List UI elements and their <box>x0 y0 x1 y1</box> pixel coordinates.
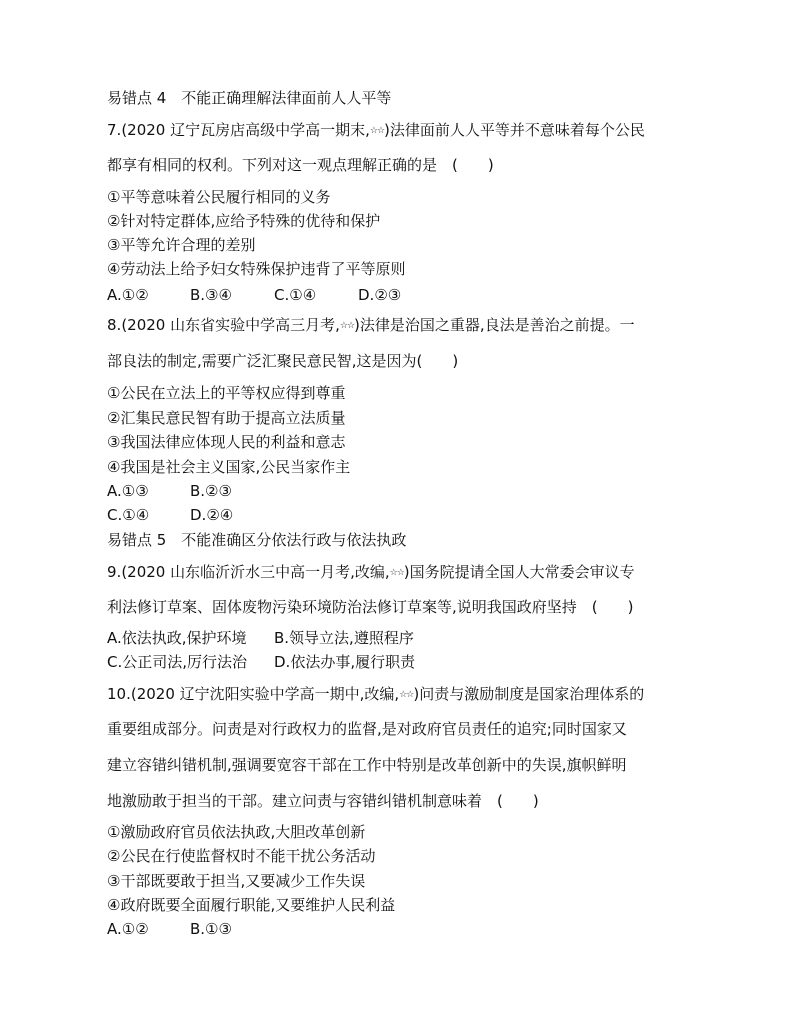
question-10-number: 10. <box>107 685 131 703</box>
question-10-stem-line-3: 建立容错纠错机制,强调要宽容干部在工作中特别是改革创新中的失误,旗帜鲜明 <box>107 756 627 774</box>
question-10-stem-line-2: 重要组成部分。问责是对行政权力的监督,是对政府官员责任的追究;同时国家又 <box>107 720 627 738</box>
question-9-option-d: D.依法办事,履行职责 <box>274 653 416 671</box>
question-9-options-row-2 <box>107 652 415 672</box>
question-8-item-4: ④我国是社会主义国家,公民当家作主 <box>107 458 351 476</box>
question-8-option-d: D.②④ <box>190 506 234 524</box>
difficulty-star-icon: ☆☆ <box>399 690 414 700</box>
question-7-options <box>107 285 401 305</box>
question-10-item-4: ④政府既要全面履行职能,又要维护人民利益 <box>107 896 396 914</box>
section-5-title: 易错点 5 不能准确区分依法行政与依法执政 <box>107 531 407 549</box>
difficulty-star-icon: ☆☆ <box>369 126 385 136</box>
question-9-source: (2020 山东临沂沂水三中高一月考,改编, <box>121 563 390 581</box>
difficulty-star-icon: ☆☆ <box>389 568 404 578</box>
question-8-item-1: ①公民在立法上的平等权应得到尊重 <box>107 384 346 402</box>
question-7-option-a: A.①② <box>107 286 149 304</box>
question-7-item-2: ②针对特定群体,应给予特殊的优待和保护 <box>107 212 381 230</box>
question-9-number: 9. <box>107 563 122 581</box>
question-8-stem-first: )法律是治国之重器,良法是善治之前提。一 <box>354 316 635 334</box>
question-7-item-1: ①平等意味着公民履行相同的义务 <box>107 188 331 206</box>
question-10-stem-first: )问责与激励制度是国家治理体系的 <box>413 685 645 703</box>
question-10-option-b: B.①③ <box>190 920 232 938</box>
question-10-source: (2020 辽宁沈阳实验中学高一期中,改编, <box>130 685 400 703</box>
question-9-stem-line-2: 利法修订草案、固体废物污染环境防治法修订草案等,说明我国政府坚持 ( ) <box>107 598 634 616</box>
question-7-stem-line-1 <box>107 120 645 140</box>
question-9-stem-first: )国务院提请全国人大常委会审议专 <box>403 563 635 581</box>
question-8-stem-line-2: 部良法的制定,需要广泛汇聚民意民智,这是因为( ) <box>107 352 459 370</box>
question-10-options <box>107 919 232 939</box>
question-8-number: 8. <box>107 316 122 334</box>
question-7-item-3: ③平等允许合理的差别 <box>107 236 256 254</box>
question-9-option-c: C.公正司法,厉行法治 <box>107 653 248 671</box>
question-8-option-c: C.①④ <box>107 506 150 524</box>
question-8-item-3: ③我国法律应体现人民的利益和意志 <box>107 433 346 451</box>
question-8-item-2: ②汇集民意民智有助于提高立法质量 <box>107 409 346 427</box>
question-7-source: (2020 辽宁瓦房店高级中学高一期末, <box>121 121 370 139</box>
question-10-stem-line-4: 地激励敢于担当的干部。建立问责与容错纠错机制意味着 ( ) <box>107 792 539 810</box>
question-7-option-d: D.②③ <box>358 286 402 304</box>
question-10-item-3: ③干部既要敢于担当,又要减少工作失误 <box>107 872 366 890</box>
question-8-option-a: A.①③ <box>107 482 149 500</box>
question-9-stem-line-1 <box>107 562 635 582</box>
question-9-options-row-1 <box>107 628 414 648</box>
question-7-option-b: B.③④ <box>190 286 232 304</box>
question-10-option-a: A.①② <box>107 920 149 938</box>
question-8-stem-line-1 <box>107 315 635 335</box>
question-7-item-4: ④劳动法上给予妇女特殊保护违背了平等原则 <box>107 260 406 278</box>
question-10-item-1: ①激励政府官员依法执政,大胆改革创新 <box>107 823 366 841</box>
question-8-options-row-2 <box>107 505 233 525</box>
question-8-option-b: B.②③ <box>190 482 232 500</box>
question-8-source: (2020 山东省实验中学高三月考, <box>121 316 340 334</box>
question-7-number: 7. <box>107 121 122 139</box>
question-10-item-2: ②公民在行使监督权时不能干扰公务活动 <box>107 847 376 865</box>
difficulty-star-icon: ☆☆ <box>339 321 355 331</box>
question-9-option-b: B.领导立法,遵照程序 <box>274 629 414 647</box>
question-9-option-a: A.依法执政,保护环境 <box>107 629 247 647</box>
question-8-options-row-1 <box>107 481 232 501</box>
question-7-option-c: C.①④ <box>274 286 317 304</box>
question-10-stem-line-1 <box>107 684 644 704</box>
section-4-title: 易错点 4 不能正确理解法律面前人人平等 <box>107 89 392 107</box>
question-7-stem-first: )法律面前人人平等并不意味着每个公民 <box>384 121 645 139</box>
question-7-stem-line-2: 都享有相同的权利。下列对这一观点理解正确的是 ( ) <box>107 156 494 174</box>
